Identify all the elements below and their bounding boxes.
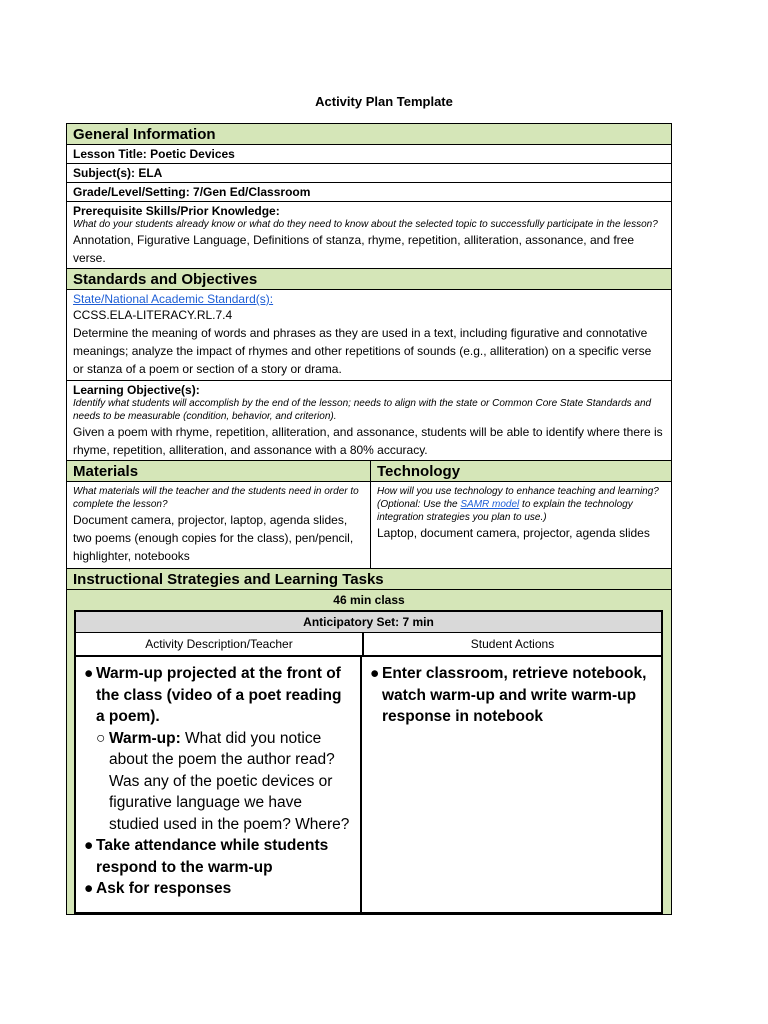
grade-level-setting: Grade/Level/Setting: 7/Gen Ed/Classroom xyxy=(67,183,671,202)
objective-question: Identify what students will accomplish by the end of the lesson; needs to align with the state or Common Core State Standards and needs to be measurable (condition, behavior, and criterion). xyxy=(73,398,652,422)
bullet-icon: ● xyxy=(84,837,94,854)
prerequisite-answer: Annotation, Figurative Language, Definitions of stanza, rhyme, repetition, alliteration, assonance, and free verse. xyxy=(73,233,635,265)
technology-heading: Technology xyxy=(371,461,671,482)
warmup-label: Warm-up: xyxy=(109,729,181,747)
student-column-header: Student Actions xyxy=(470,637,555,651)
list-item xyxy=(84,663,354,728)
class-length: 46 min class xyxy=(333,593,405,607)
student-actions xyxy=(362,657,661,912)
prerequisite-question: What do your students already know or what do they need to know about the selected topic to successfully participate in the lesson? xyxy=(73,219,658,230)
anticipatory-set-table xyxy=(74,610,663,914)
prerequisite-section xyxy=(67,202,671,269)
activity-plan-table xyxy=(66,123,672,915)
standard-code: CCSS.ELA-LITERACY.RL.7.4 xyxy=(73,308,233,322)
technology-question-text: How will you use technology to enhance teaching and learning? (Optional: Use the xyxy=(377,486,659,510)
materials-answer: Document camera, projector, laptop, agenda slides, two poems (enough copies for the class), pen/pencil, highlighter, notebooks xyxy=(73,513,354,563)
objectives-section xyxy=(67,381,671,461)
technology-question xyxy=(377,485,665,524)
teacher-action-2: Take attendance while students respond to the warm-up xyxy=(96,837,329,876)
standards-objectives-heading: Standards and Objectives xyxy=(67,269,671,290)
bullet-icon: ● xyxy=(370,665,380,682)
instruction-section xyxy=(67,590,671,914)
objective-answer: Given a poem with rhyme, repetition, alliteration, and assonance, students will be able to identify where there is rhyme, repetition, alliteration, and assonance with a 80% accuracy. xyxy=(73,425,663,457)
list-item xyxy=(370,663,655,728)
subjects: Subject(s): ELA xyxy=(67,164,671,183)
standards-section xyxy=(67,290,671,381)
activity-row xyxy=(76,657,661,912)
teacher-actions xyxy=(76,657,362,912)
column-headers xyxy=(76,633,661,657)
bullet-icon: ● xyxy=(84,880,94,897)
materials-heading: Materials xyxy=(67,461,370,482)
document-title: Activity Plan Template xyxy=(315,94,453,109)
student-action-1: Enter classroom, retrieve notebook, watch warm-up and write warm-up response in notebook xyxy=(382,665,647,725)
lesson-title: Lesson Title: Poetic Devices xyxy=(67,145,671,164)
standard-text: Determine the meaning of words and phrases as they are used in a text, including figurative and connotative meanings; analyze the impact of rhymes and other repetitions of sounds (e.g., alliteration) on a specific verse or stanza of a poem or section of a story or drama. xyxy=(73,326,652,376)
warmup-text: What did you notice about the poem the author read? Was any of the poetic devices or figurative language we have studied used in the poem? Where? xyxy=(109,729,350,833)
list-item xyxy=(84,878,354,900)
technology-question-end: to explain the technology integration strategies you plan to use.) xyxy=(377,499,633,523)
warmup-question xyxy=(109,728,354,836)
objective-label: Learning Objective(s): xyxy=(73,383,200,397)
instructional-strategies-heading: Instructional Strategies and Learning Tasks xyxy=(67,569,671,590)
prerequisite-label: Prerequisite Skills/Prior Knowledge: xyxy=(73,204,280,218)
technology-column xyxy=(371,461,671,568)
general-information-heading: General Information xyxy=(67,124,671,145)
anticipatory-set-header: Anticipatory Set: 7 min xyxy=(76,612,661,633)
technology-answer: Laptop, document camera, projector, agenda slides xyxy=(377,526,650,540)
teacher-column-header: Activity Description/Teacher xyxy=(76,633,364,655)
sub-bullet-icon: ○ xyxy=(96,729,106,747)
materials-column xyxy=(67,461,371,568)
samr-model-link[interactable]: SAMR model xyxy=(460,499,520,510)
materials-question: What materials will the teacher and the students need in order to complete the lesson? xyxy=(73,486,359,510)
materials-technology-row xyxy=(67,461,671,569)
bullet-icon: ● xyxy=(84,665,94,682)
teacher-action-1: Warm-up projected at the front of the class (video of a poet reading a poem). xyxy=(96,665,342,725)
teacher-action-3: Ask for responses xyxy=(96,880,232,897)
list-item xyxy=(84,728,354,836)
standard-link[interactable]: State/National Academic Standard(s): xyxy=(73,292,274,306)
list-item xyxy=(84,835,354,878)
